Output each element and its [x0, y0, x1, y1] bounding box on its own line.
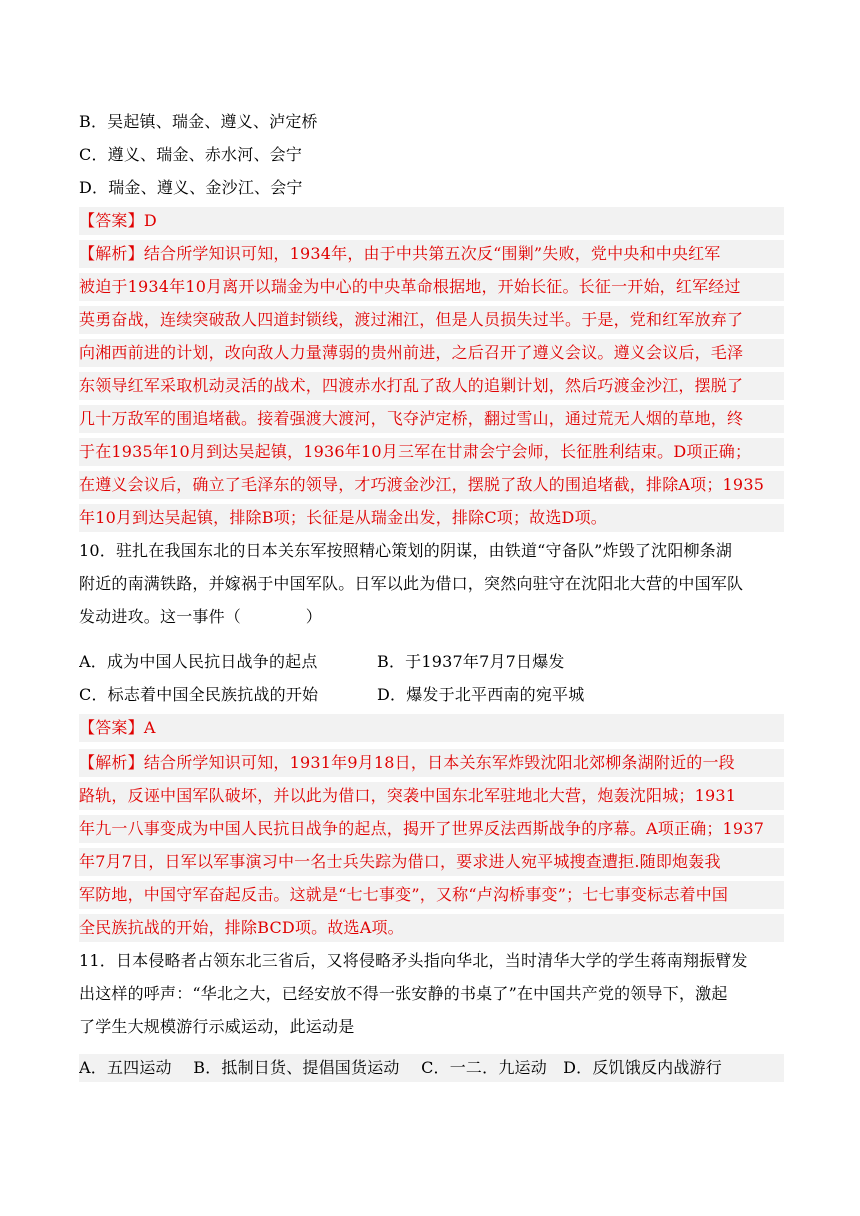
analysis-label: 【解析】 — [79, 753, 144, 772]
q10-option-d: D．爆发于北平西南的宛平城 — [377, 685, 585, 704]
q9-analysis-line: 在遵义会议后，确立了毛泽东的领导，才巧渡金沙江，摆脱了敌人的围追堵截，排除A项；1935 — [79, 471, 784, 499]
q10-analysis-line: 全民族抗战的开始，排除BCD项。故选A项。 — [79, 914, 784, 942]
q10-stem-line: 附近的南满铁路，并嫁祸于中国军队。日军以此为借口，突然向驻守在沈阳北大营的中国军队 — [79, 574, 744, 593]
analysis-label: 【解析】 — [79, 244, 144, 263]
answer-label: 【答案】 — [79, 718, 144, 737]
q10-answer — [79, 714, 784, 742]
answer-value: D — [143, 211, 157, 230]
q10-stem-line: 发动进攻。这一事件（ ） — [79, 607, 323, 626]
q9-analysis-line: 几十万敌军的围追堵截。接着强渡大渡河，飞夺泸定桥，翻过雪山，通过荒无人烟的草地，终 — [79, 405, 784, 433]
q11-stem-line: 出这样的呼声：“华北之大，已经安放不得一张安静的书桌了”在中国共产党的领导下，激起 — [79, 984, 728, 1003]
q10-options-row — [79, 648, 784, 676]
q9-analysis-line: 东领导红军采取机动灵活的战术，四渡赤水打乱了敌人的追剿计划，然后巧渡金沙江，摆脱了 — [79, 372, 784, 400]
q11-options-row: A．五四运动 B．抵制日货、提倡国货运动 C．一二．九运动 D．反饥饿反内战游行 — [79, 1054, 784, 1082]
q10-option-c: C．标志着中国全民族抗战的开始 — [79, 685, 319, 704]
q9-option-b: B．吴起镇、瑞金、遵义、泸定桥 — [79, 112, 318, 131]
q11-stem-line: 了学生大规模游行示威运动，此运动是 — [79, 1017, 355, 1036]
q9-analysis-line: 向湘西前进的计划，改向敌人力量薄弱的贵州前进，之后召开了遵义会议。遵义会议后，毛泽 — [79, 339, 784, 367]
q10-stem-line: 10．驻扎在我国东北的日本关东军按照精心策划的阴谋，由铁道“守备队”炸毁了沈阳柳条湖 — [79, 541, 733, 560]
q11-stem-line: 11．日本侵略者占领东北三省后，又将侵略矛头指向华北，当时清华大学的学生蒋南翔振臂发 — [79, 951, 748, 970]
q9-analysis-line: 于在1935年10月到达吴起镇，1936年10月三军在甘肃会宁会师，长征胜利结束。D项正确； — [79, 438, 784, 466]
q9-option-d: D．瑞金、遵义、金沙江、会宁 — [79, 178, 303, 197]
answer-value: A — [143, 718, 156, 737]
q10-analysis-line: 年九一八事变成为中国人民抗日战争的起点，揭开了世界反法西斯战争的序幕。A项正确；1937 — [79, 815, 784, 843]
q10-analysis-line: 路轨，反诬中国军队破坏，并以此为借口，突袭中国东北军驻地北大营，炮轰沈阳城；1931 — [79, 782, 784, 810]
q9-answer — [79, 207, 784, 235]
q10-option-b: B．于1937年7月7日爆发 — [377, 652, 565, 671]
q10-analysis-line: 军防地，中国守军奋起反击。这就是“七七事变”，又称“卢沟桥事变”；七七事变标志着中国 — [79, 881, 784, 909]
q9-analysis-line: 年10月到达吴起镇，排除B项；长征是从瑞金出发，排除C项；故选D项。 — [79, 504, 784, 532]
q10-option-a: A．成为中国人民抗日战争的起点 — [79, 652, 318, 671]
q10-analysis-line: 【解析】结合所学知识可知，1931年9月18日，日本关东军炸毁沈阳北郊柳条湖附近的一段 — [79, 749, 784, 777]
q10-analysis-line: 年7月7日，日军以军事演习中一名士兵失踪为借口，要求进人宛平城搜查遭拒.随即炮轰我 — [79, 848, 784, 876]
q9-option-c: C．遵义、瑞金、赤水河、会宁 — [79, 145, 303, 164]
q10-options-row — [79, 681, 784, 709]
q9-analysis-line: 英勇奋战，连续突破敌人四道封锁线，渡过湘江，但是人员损失过半。于是，党和红军放弃了 — [79, 306, 784, 334]
q9-analysis-line: 被迫于1934年10月离开以瑞金为中心的中央革命根据地，开始长征。长征一开始，红军经过 — [79, 273, 784, 301]
q9-analysis-line: 【解析】结合所学知识可知，1934年，由于中共第五次反“围剿”失败，党中央和中央红军 — [79, 240, 784, 268]
answer-label: 【答案】 — [79, 211, 144, 230]
